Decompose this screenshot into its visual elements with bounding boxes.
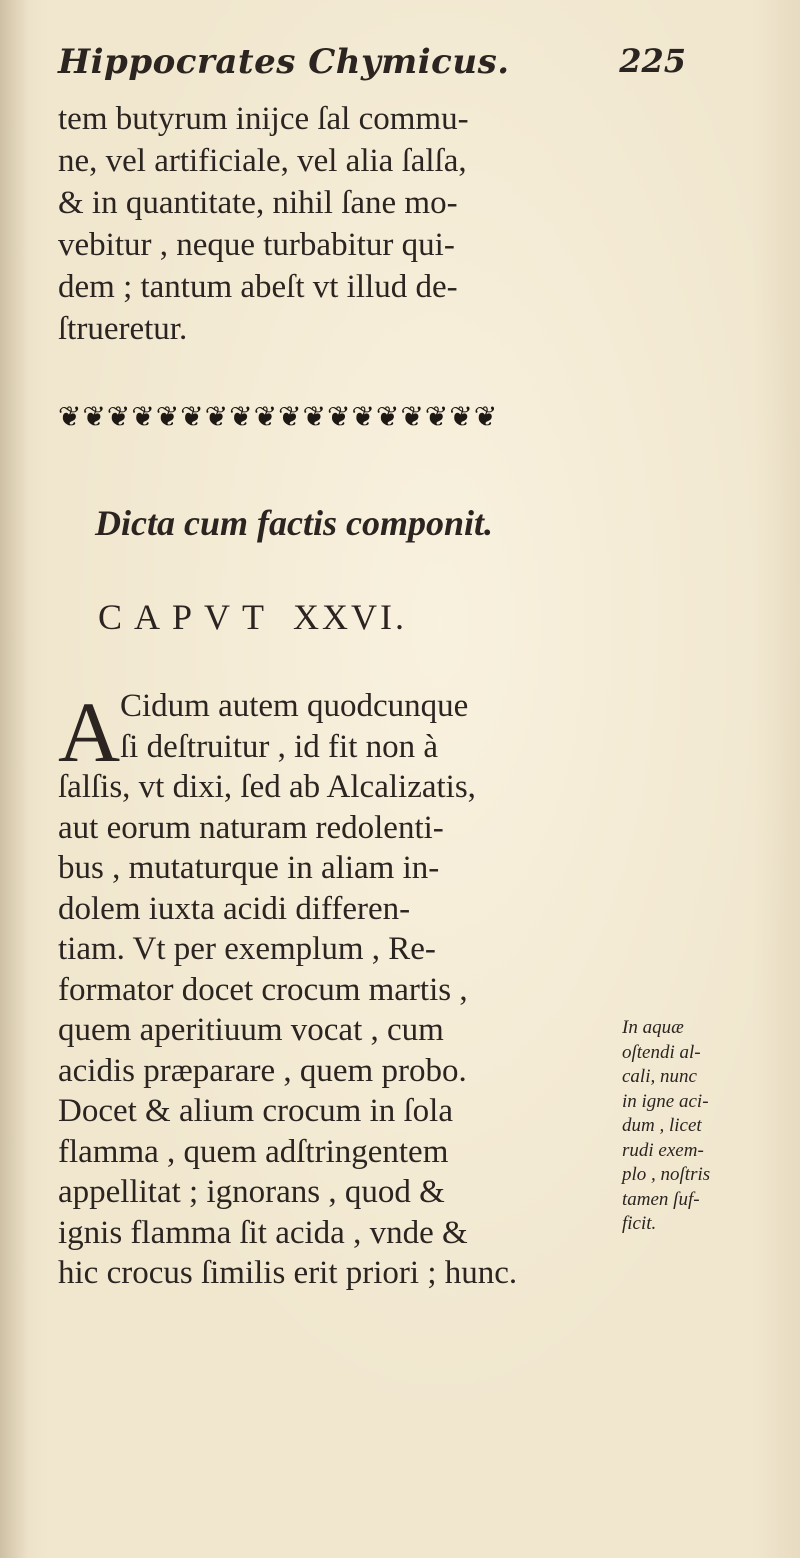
text-line: ignis flamma ſit acida , vnde & — [58, 1214, 468, 1251]
main-paragraph — [58, 686, 598, 1294]
text-line: flamma , quem adſtringentem — [58, 1133, 449, 1170]
marginal-line: cali, nunc — [622, 1066, 697, 1087]
chapter-number: XXVI. — [293, 597, 408, 637]
page-number: 225 — [619, 42, 686, 80]
text-line: appellitat ; ignorans , quod & — [58, 1174, 445, 1210]
marginal-line: in igne aci- — [622, 1090, 709, 1112]
chapter-heading — [98, 596, 407, 638]
marginal-line: ficit. — [622, 1213, 657, 1234]
text-line: hic crocus ſimilis erit priori ; hunc. — [58, 1255, 518, 1291]
text-line: acidis præparare , quem probo. — [58, 1052, 467, 1089]
running-head: Hippocrates Chymicus. — [58, 42, 510, 82]
marginal-note — [622, 1016, 772, 1237]
marginal-line: dum , licet — [622, 1115, 702, 1136]
text-line: tem butyrum inijce ſal commu- — [58, 101, 469, 137]
drop-cap: A — [58, 684, 121, 780]
text-line: aut eorum naturam redolenti- — [58, 809, 444, 846]
chapter-label: CAPVT — [98, 597, 277, 637]
text-line: vebitur , neque turbabitur qui- — [58, 227, 455, 263]
text-line: bus , mutaturque in aliam in- — [58, 850, 440, 886]
text-line: ſtrueretur. — [58, 311, 188, 347]
marginal-line: plo , noſtris — [622, 1164, 711, 1185]
text-line: dolem iuxta acidi differen- — [58, 890, 411, 927]
text-line: tiam. Vt per exemplum , Re- — [58, 931, 436, 967]
marginal-line: In aquæ — [622, 1017, 684, 1038]
marginal-line: rudi exem- — [622, 1139, 704, 1161]
text-line: dem ; tantum abeſt vt illud de- — [58, 269, 458, 305]
page-header — [58, 36, 686, 96]
ornament-divider: ❦❦❦❦❦❦❦❦❦❦❦❦❦❦❦❦❦❦ — [58, 400, 499, 433]
text-line: quem aperitiuum vocat , cum — [58, 1012, 444, 1048]
text-line: ne, vel artificiale, vel alia ſalſa, — [58, 143, 467, 179]
marginal-line: tamen ſuf- — [622, 1188, 700, 1210]
text-line: formator docet crocum martis , — [58, 971, 468, 1008]
page-gutter-shadow — [0, 0, 28, 1558]
marginal-line: oſtendi al- — [622, 1041, 701, 1063]
text-line: Docet & alium crocum in ſola — [58, 1093, 453, 1129]
text-line: Cidum autem quodcunque — [120, 688, 469, 724]
text-line: ſalſis, vt dixi, ſed ab Alcalizatis, — [58, 769, 476, 805]
text-line: ſi deſtruitur , id fit non à — [120, 728, 439, 765]
text-line: & in quantitate, nihil ſane mo- — [58, 185, 458, 221]
top-paragraph — [58, 98, 598, 350]
section-title: Dicta cum factis componit. — [95, 503, 493, 543]
